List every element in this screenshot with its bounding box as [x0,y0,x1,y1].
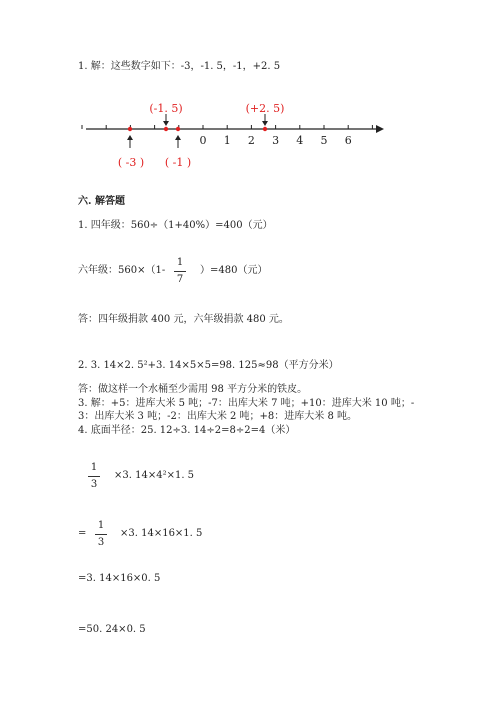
point-neg1-5 [164,127,168,131]
fraction-denominator: 3 [90,479,98,490]
arrow-up-icon [127,135,133,140]
s6-q4-calc4: =50. 24×0. 5 [78,624,146,635]
label-neg1: ( -1 ) [164,156,192,169]
s6-q4-calc3: =3. 14×16×0. 5 [78,573,161,584]
arrow-down-icon [262,121,268,126]
s6-q3-line1: 3. 解：+5：进库大米 5 吨；-7：出库大米 7 吨；+10：进库大米 10 吨；- [78,398,415,409]
arrow-down-icon [163,121,169,126]
tick-label: 6 [344,134,352,147]
s6-q4-line: 4. 底面半径：25. 12÷3. 14÷2=8÷2=4（米） [78,425,296,436]
tick-label: 4 [296,134,304,147]
s6-q1-line2-pre: 六年级：560×（1- [78,265,166,276]
tick-label: 5 [320,134,328,147]
label-pos2-5: (+2. 5) [245,102,285,115]
s6-q4-calc2: ×3. 14×16×1. 5 [120,528,203,539]
fraction-one-third [88,463,100,490]
axis-arrow-icon [376,125,384,133]
fraction-one-third [95,521,107,548]
s6-q1-answer: 答：四年级捐款 400 元，六年级捐款 480 元。 [78,314,289,325]
s6-q2-line: 2. 3. 14×2. 5²+3. 14×5×5=98. 125≈98（平方分米） [78,360,339,371]
tick-label: 1 [223,134,231,147]
fraction-denominator: 3 [97,537,105,548]
number-line [0,90,500,270]
label-neg3: ( -3 ) [117,156,145,169]
tick-label: 3 [272,134,280,147]
point-neg1 [176,127,180,131]
tick-label: 2 [247,134,255,147]
s6-q1-line1: 1. 四年级：560÷（1+40%）=400（元） [78,220,273,231]
fraction-numerator: 1 [97,520,105,531]
s6-q1-line2-post: ）=480（元） [200,265,268,276]
fraction-denominator: 7 [176,274,184,285]
s6-q2-answer: 答：做这样一个水桶至少需用 98 平方分米的铁皮。 [78,384,308,395]
point-neg3 [128,127,132,131]
fraction-numerator: 1 [90,462,98,473]
point-pos2-5 [263,127,267,131]
section-heading: 六. 解答题 [78,196,125,207]
s6-q4-calc1: ×3. 14×4²×1. 5 [114,470,195,481]
fraction-numerator: 1 [176,257,184,268]
label-neg1-5: (-1. 5) [149,102,183,115]
tick-label: 0 [199,134,207,147]
q1-text: 1. 解：这些数字如下：-3，-1. 5，-1，+2. 5 [78,61,281,72]
s6-q4-calc2-pre: = [78,528,87,539]
fraction-one-seventh [174,258,186,285]
s6-q3-line2: 3：出库大米 3 吨；-2：出库大米 2 吨；+8：进库大米 8 吨。 [78,411,358,422]
arrow-up-icon [175,135,181,140]
ticks [82,125,372,147]
